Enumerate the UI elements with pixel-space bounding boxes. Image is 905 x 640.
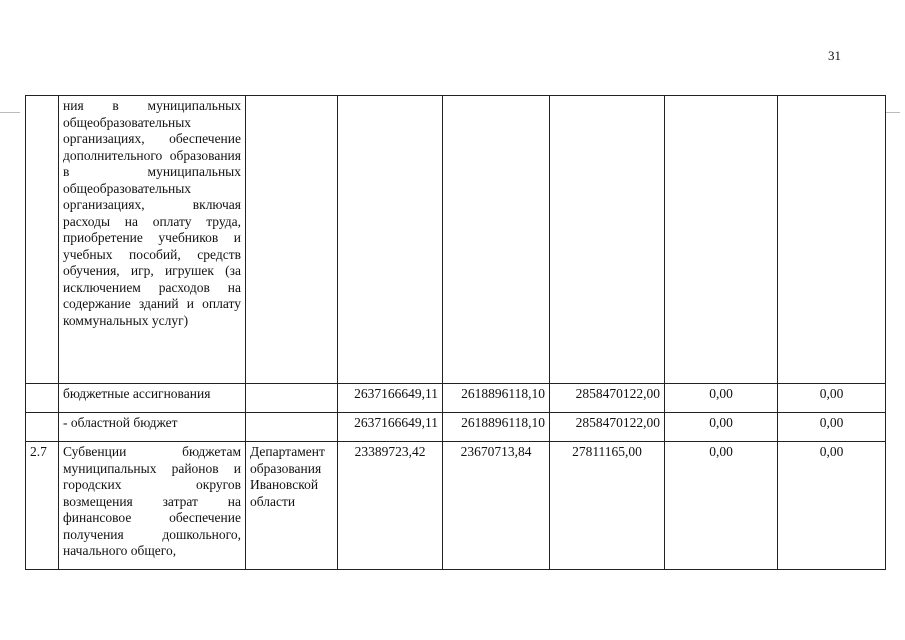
cell-value-2: 2618896118,10 xyxy=(443,413,550,442)
cell-value-5 xyxy=(778,96,886,384)
cell-description: Субвенции бюджетам муниципальных районов и городских округов возмещения затрат на финансовое обеспечение получения дошкольного, начального общего, xyxy=(59,442,246,570)
cell-value-1: 2637166649,11 xyxy=(338,384,443,413)
cell-value-5: 0,00 xyxy=(778,384,886,413)
cell-value-4: 0,00 xyxy=(665,384,778,413)
budget-table xyxy=(25,95,886,570)
cell-executor xyxy=(246,384,338,413)
cell-value-1: 23389723,42 xyxy=(338,442,443,570)
cell-number xyxy=(26,413,59,442)
cell-executor: Департамент образования Ивановской области xyxy=(246,442,338,570)
cell-label: бюджетные ассигнования xyxy=(59,384,246,413)
cell-value-1: 2637166649,11 xyxy=(338,413,443,442)
cell-value-4 xyxy=(665,96,778,384)
cell-label: - областной бюджет xyxy=(59,413,246,442)
scan-edge-mark-left xyxy=(0,112,20,113)
cell-value-3: 2858470122,00 xyxy=(550,413,665,442)
cell-executor xyxy=(246,96,338,384)
cell-value-3: 27811165,00 xyxy=(550,442,665,570)
cell-description: ния в муниципальных общеобразовательных организациях, обеспечение дополнительного образования в муниципальных общеобразовательных организациях, включая расходы на оплату труда, приобретение учебников и учебных пособий, средств обучения, игр, игрушек (за исключением расходов на содержание зданий и оплату коммунальных услуг) xyxy=(59,96,246,384)
cell-executor xyxy=(246,413,338,442)
cell-value-2: 23670713,84 xyxy=(443,442,550,570)
cell-value-3: 2858470122,00 xyxy=(550,384,665,413)
cell-value-1 xyxy=(338,96,443,384)
cell-value-5: 0,00 xyxy=(778,413,886,442)
cell-value-4: 0,00 xyxy=(665,413,778,442)
table-row-2-7 xyxy=(26,442,886,570)
cell-value-4: 0,00 xyxy=(665,442,778,570)
cell-number: 2.7 xyxy=(26,442,59,570)
table-row-regional-budget xyxy=(26,413,886,442)
table-row-budget-allocations xyxy=(26,384,886,413)
scan-edge-mark-right xyxy=(886,112,900,113)
cell-value-5: 0,00 xyxy=(778,442,886,570)
table-row-continuation xyxy=(26,96,886,384)
cell-value-2 xyxy=(443,96,550,384)
page-number: 31 xyxy=(828,48,841,63)
cell-value-2: 2618896118,10 xyxy=(443,384,550,413)
cell-number xyxy=(26,384,59,413)
cell-number xyxy=(26,96,59,384)
cell-value-3 xyxy=(550,96,665,384)
